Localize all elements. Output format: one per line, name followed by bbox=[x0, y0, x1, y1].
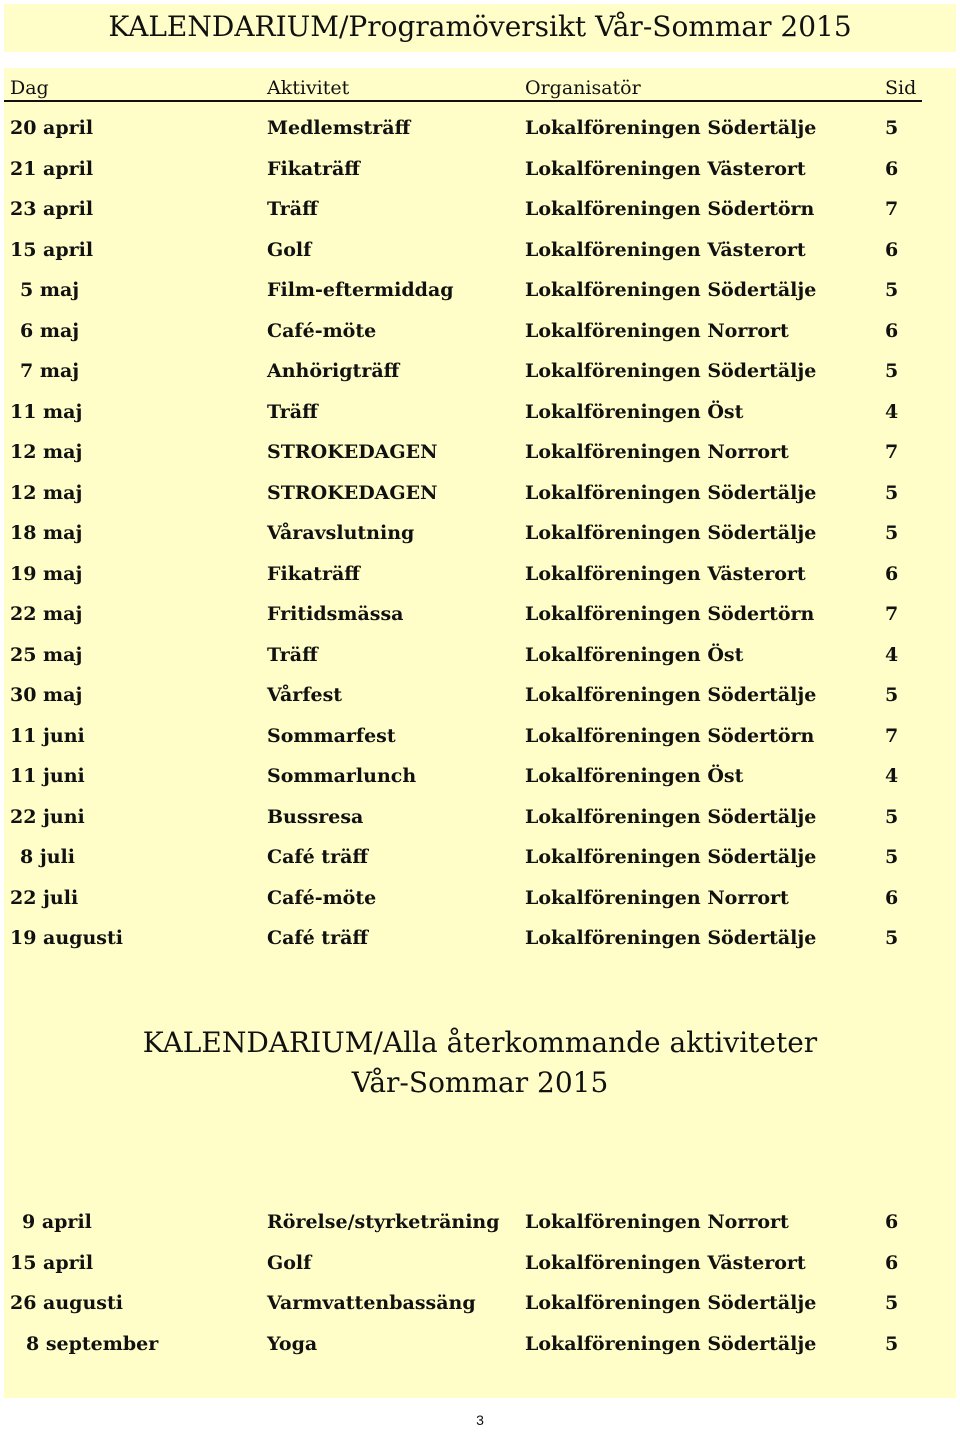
organizer-cell: Lokalföreningen Södertälje bbox=[525, 360, 817, 382]
page-cell: 5 bbox=[885, 360, 899, 382]
table-row bbox=[4, 675, 956, 715]
page-cell: 4 bbox=[885, 643, 899, 666]
page-cell: 5 bbox=[885, 1332, 899, 1355]
page-cell: 6 bbox=[885, 1211, 899, 1233]
day-cell: 22 juli bbox=[10, 886, 79, 909]
organizer-cell: Lokalföreningen Södertörn bbox=[525, 198, 815, 220]
day-cell: 19 augusti bbox=[10, 927, 123, 949]
table-row bbox=[4, 351, 956, 391]
page-cell: 5 bbox=[885, 846, 899, 868]
calendar-box bbox=[4, 68, 956, 1398]
table-row bbox=[4, 1283, 956, 1323]
table-row bbox=[4, 756, 956, 796]
day-cell: 5 maj bbox=[20, 279, 80, 301]
table-row bbox=[4, 432, 956, 472]
page-cell: 5 bbox=[885, 684, 899, 706]
day-cell: 22 juni bbox=[10, 805, 85, 828]
activity-cell: Café träff bbox=[267, 927, 369, 949]
activity-cell: Träff bbox=[267, 643, 318, 666]
activity-cell: Rörelse/styrketräning bbox=[267, 1211, 500, 1233]
organizer-cell: Lokalföreningen Södertälje bbox=[525, 279, 817, 301]
page-cell: 5 bbox=[885, 117, 899, 139]
day-cell: 19 maj bbox=[10, 562, 83, 585]
organizer-cell: Lokalföreningen Västerort bbox=[525, 238, 806, 261]
day-cell: 18 maj bbox=[10, 522, 83, 544]
page-cell: 5 bbox=[885, 279, 899, 301]
page-cell: 6 bbox=[885, 319, 899, 342]
activity-cell: Sommarfest bbox=[267, 724, 396, 747]
header-activity: Aktivitet bbox=[267, 77, 350, 99]
organizer-cell: Lokalföreningen Södertälje bbox=[525, 927, 817, 949]
activity-cell: Café träff bbox=[267, 846, 369, 868]
organizer-cell: Lokalföreningen Södertälje bbox=[525, 522, 817, 544]
activity-cell: Medlemsträff bbox=[267, 117, 411, 139]
table-row bbox=[4, 189, 956, 229]
day-cell: 21 april bbox=[10, 157, 94, 180]
day-cell: 11 juni bbox=[10, 724, 85, 747]
organizer-cell: Lokalföreningen Västerort bbox=[525, 157, 806, 180]
table-row bbox=[4, 108, 956, 148]
organizer-cell: Lokalföreningen Öst bbox=[525, 643, 744, 666]
day-cell: 11 maj bbox=[10, 400, 83, 423]
organizer-cell: Lokalföreningen Södertälje bbox=[525, 805, 817, 828]
page-cell: 5 bbox=[885, 805, 899, 828]
day-cell: 30 maj bbox=[10, 684, 83, 706]
header-organizer: Organisatör bbox=[525, 77, 641, 99]
activity-cell: STROKEDAGEN bbox=[267, 441, 438, 463]
organizer-cell: Lokalföreningen Norrort bbox=[525, 319, 789, 342]
page-cell: 4 bbox=[885, 400, 899, 423]
page-cell: 5 bbox=[885, 522, 899, 544]
header-underline bbox=[4, 100, 922, 102]
activity-cell: Varmvattenbassäng bbox=[267, 1292, 476, 1314]
organizer-cell: Lokalföreningen Södertörn bbox=[525, 724, 815, 747]
activity-cell: Träff bbox=[267, 198, 318, 220]
table-row bbox=[4, 635, 956, 675]
activity-cell: Sommarlunch bbox=[267, 765, 417, 787]
day-cell: 15 april bbox=[10, 238, 94, 261]
table-row bbox=[4, 594, 956, 634]
day-cell: 22 maj bbox=[10, 603, 83, 625]
recurring-title bbox=[4, 1023, 956, 1103]
day-cell: 11 juni bbox=[10, 765, 85, 787]
title-box bbox=[4, 4, 956, 52]
page-number: 3 bbox=[476, 1412, 484, 1428]
organizer-cell: Lokalföreningen Norrort bbox=[525, 441, 789, 463]
organizer-cell: Lokalföreningen Västerort bbox=[525, 562, 806, 585]
day-cell: 20 april bbox=[10, 117, 94, 139]
organizer-cell: Lokalföreningen Södertälje bbox=[525, 684, 817, 706]
table-row bbox=[4, 1324, 956, 1364]
recurring-title-line1: KALENDARIUM/Alla återkommande aktiviteter bbox=[142, 1026, 818, 1059]
organizer-cell: Lokalföreningen Öst bbox=[525, 400, 744, 423]
header-day: Dag bbox=[10, 77, 49, 99]
activity-cell: Fritidsmässa bbox=[267, 603, 404, 625]
page-cell: 5 bbox=[885, 481, 899, 504]
table-row bbox=[4, 716, 956, 756]
activity-cell: Bussresa bbox=[267, 805, 364, 828]
table-row bbox=[4, 270, 956, 310]
day-cell: 6 maj bbox=[20, 319, 80, 342]
activity-cell: Golf bbox=[267, 238, 312, 261]
activity-cell: Golf bbox=[267, 1251, 312, 1274]
page-cell: 6 bbox=[885, 1251, 899, 1274]
table-row bbox=[4, 513, 956, 553]
activity-cell: Fikaträff bbox=[267, 562, 360, 585]
page-cell: 5 bbox=[885, 1292, 899, 1314]
day-cell: 8 september bbox=[26, 1332, 159, 1355]
organizer-cell: Lokalföreningen Öst bbox=[525, 765, 744, 787]
organizer-cell: Lokalföreningen Södertälje bbox=[525, 1292, 817, 1314]
activity-cell: Café-möte bbox=[267, 319, 377, 342]
table-row bbox=[4, 554, 956, 594]
day-cell: 9 april bbox=[22, 1211, 92, 1233]
recurring-title-line2: Vår-Sommar 2015 bbox=[351, 1066, 609, 1099]
organizer-cell: Lokalföreningen Södertälje bbox=[525, 1332, 817, 1355]
header-page: Sid bbox=[885, 77, 917, 99]
day-cell: 12 maj bbox=[10, 481, 83, 504]
page-cell: 6 bbox=[885, 886, 899, 909]
table-row bbox=[4, 918, 956, 958]
day-cell: 23 april bbox=[10, 198, 94, 220]
page-cell: 7 bbox=[885, 441, 899, 463]
organizer-cell: Lokalföreningen Södertälje bbox=[525, 481, 817, 504]
table-row bbox=[4, 230, 956, 270]
organizer-cell: Lokalföreningen Södertälje bbox=[525, 117, 817, 139]
day-cell: 25 maj bbox=[10, 643, 83, 666]
organizer-cell: Lokalföreningen Norrort bbox=[525, 886, 789, 909]
table-row bbox=[4, 1243, 956, 1283]
day-cell: 15 april bbox=[10, 1251, 94, 1274]
page-cell: 6 bbox=[885, 157, 899, 180]
table-row bbox=[4, 797, 956, 837]
activity-cell: Våravslutning bbox=[267, 522, 415, 544]
table-row bbox=[4, 311, 956, 351]
organizer-cell: Lokalföreningen Västerort bbox=[525, 1251, 806, 1274]
day-cell: 12 maj bbox=[10, 441, 83, 463]
table-row bbox=[4, 837, 956, 877]
table-row bbox=[4, 473, 956, 513]
page-cell: 4 bbox=[885, 765, 899, 787]
table-row bbox=[4, 149, 956, 189]
organizer-cell: Lokalföreningen Södertälje bbox=[525, 846, 817, 868]
day-cell: 7 maj bbox=[20, 360, 80, 382]
activity-cell: Fikaträff bbox=[267, 157, 360, 180]
table-row bbox=[4, 1202, 956, 1242]
page-cell: 5 bbox=[885, 927, 899, 949]
page-cell: 7 bbox=[885, 198, 899, 220]
activity-cell: Yoga bbox=[267, 1332, 318, 1355]
page-cell: 6 bbox=[885, 562, 899, 585]
organizer-cell: Lokalföreningen Södertörn bbox=[525, 603, 815, 625]
day-cell: 26 augusti bbox=[10, 1292, 123, 1314]
table-header bbox=[4, 68, 956, 108]
activity-cell: STROKEDAGEN bbox=[267, 481, 438, 504]
day-cell: 8 juli bbox=[20, 846, 75, 868]
page-cell: 7 bbox=[885, 603, 899, 625]
table-row bbox=[4, 878, 956, 918]
page-cell: 6 bbox=[885, 238, 899, 261]
activity-cell: Anhörigträff bbox=[267, 360, 400, 382]
activity-cell: Träff bbox=[267, 400, 318, 423]
activity-cell: Café-möte bbox=[267, 886, 377, 909]
page-cell: 7 bbox=[885, 724, 899, 747]
page-title: KALENDARIUM/Programöversikt Vår-Sommar 2015 bbox=[108, 10, 852, 43]
organizer-cell: Lokalföreningen Norrort bbox=[525, 1211, 789, 1233]
activity-cell: Film-eftermiddag bbox=[267, 279, 454, 301]
activity-cell: Vårfest bbox=[267, 684, 343, 706]
table-row bbox=[4, 392, 956, 432]
